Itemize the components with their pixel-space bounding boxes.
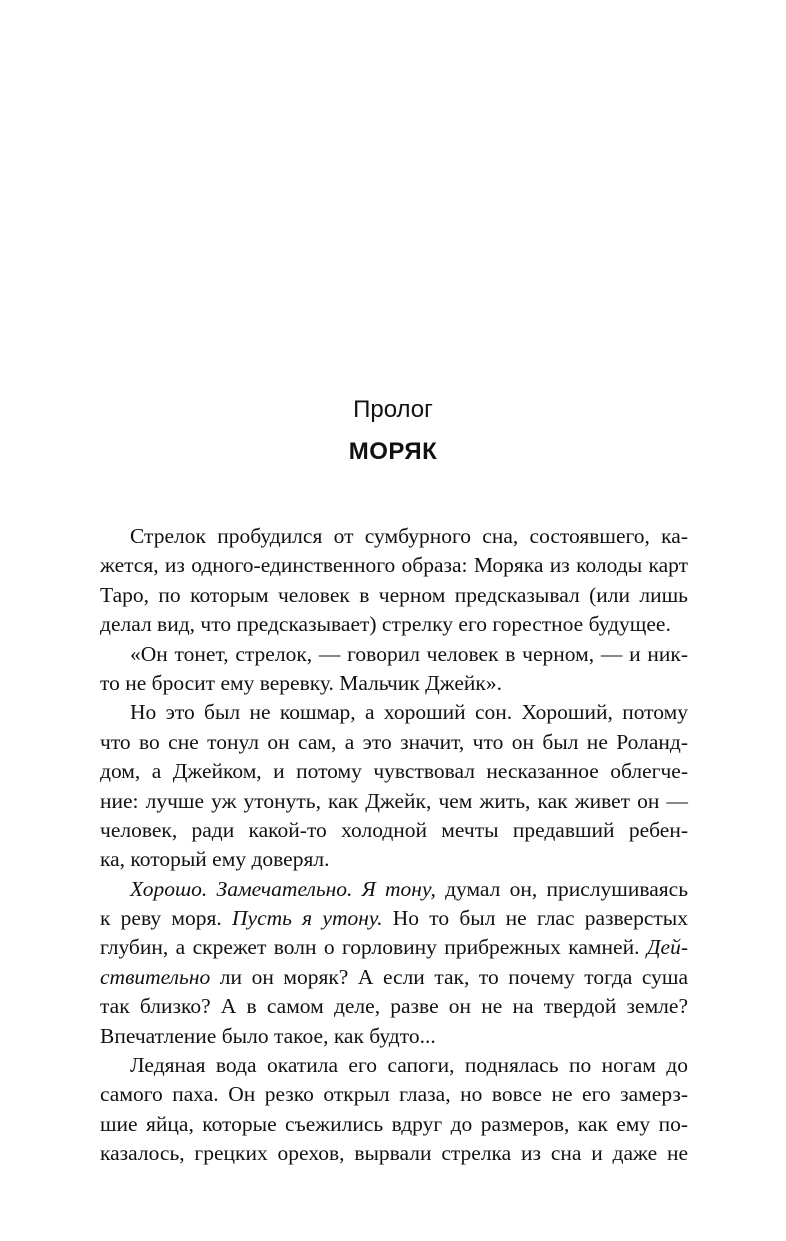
text-line xyxy=(100,581,688,610)
text-line xyxy=(100,698,688,727)
text-line xyxy=(100,904,688,933)
text-line xyxy=(100,1080,688,1109)
text-run: что во сне тонул он сам, а это значит, что он был не Роланд- xyxy=(100,729,688,754)
text-line xyxy=(100,1051,688,1080)
text-line xyxy=(100,551,688,580)
text-run: ка, который ему доверял. xyxy=(100,847,330,872)
body-text xyxy=(100,522,688,1169)
text-run: жется, из одного-единственного образа: Моряка из колоды карт xyxy=(100,553,688,578)
chapter-title: МОРЯК xyxy=(348,438,438,465)
paragraph xyxy=(100,1051,688,1169)
text-run: думал он, прислушиваясь xyxy=(435,876,689,901)
paragraph xyxy=(100,698,688,874)
text-line xyxy=(100,933,688,962)
italic-text: Хорошо. Замечательно. Я тону, xyxy=(130,876,436,901)
text-run: Но это был не кошмар, а хороший сон. Хороший, потому xyxy=(130,700,688,725)
text-line xyxy=(100,522,688,551)
paragraph xyxy=(100,875,688,1051)
text-run: так близко? А в самом деле, разве он не на твердой земле? xyxy=(100,994,688,1019)
text-line xyxy=(100,787,688,816)
text-run: человек, ради какой-то холодной мечты предавший ребен- xyxy=(100,817,688,842)
text-run: то не бросит ему веревку. Мальчик Джейк». xyxy=(100,670,502,695)
text-run: Впечатление было такое, как будто... xyxy=(100,1023,436,1048)
text-line xyxy=(100,1022,688,1051)
italic-text: Пусть я утону. xyxy=(232,906,383,931)
text-run: казалось, грецких орехов, вырвали стрелка из сна и даже не xyxy=(100,1141,688,1166)
paragraph xyxy=(100,522,688,640)
text-line xyxy=(100,963,688,992)
text-line xyxy=(100,1110,688,1139)
text-run: Таро, по которым человек в черном предсказывал (или лишь xyxy=(100,582,688,607)
text-run: Стрелок пробудился от сумбурного сна, состоявшего, ка- xyxy=(130,524,688,548)
text-run: Ледяная вода окатила его сапоги, поднялась по ногам до xyxy=(130,1053,688,1078)
chapter-label: Пролог xyxy=(353,396,433,423)
text-run: самого паха. Он резко открыл глаза, но вовсе не его замерз- xyxy=(100,1082,688,1107)
italic-text: ствительно xyxy=(100,964,211,989)
text-line xyxy=(100,669,688,698)
text-run: дом, а Джейком, и потому чувствовал несказанное облегче- xyxy=(100,759,688,784)
text-line xyxy=(100,845,688,874)
text-line xyxy=(100,640,688,669)
italic-text: Дей- xyxy=(646,935,688,960)
text-line xyxy=(100,992,688,1021)
text-line xyxy=(100,816,688,845)
text-line xyxy=(100,728,688,757)
text-run: к реву моря. xyxy=(100,906,232,931)
text-line xyxy=(100,610,688,639)
text-line xyxy=(100,1139,688,1168)
text-run: ли он моряк? А если так, то почему тогда суша xyxy=(210,964,688,989)
text-run: ние: лучше уж утонуть, как Джейк, чем жить, как живет он — xyxy=(100,788,688,813)
text-run: Но то был не глас разверстых xyxy=(382,906,688,931)
text-run: делал вид, что предсказывает) стрелку его горестное будущее. xyxy=(100,612,671,637)
text-line xyxy=(100,875,688,904)
paragraph xyxy=(100,640,688,699)
text-run: глубин, а скрежет волн о горловину прибрежных камней. xyxy=(100,935,647,960)
text-run: шие яйца, которые съежились вдруг до размеров, как ему по- xyxy=(100,1111,688,1136)
text-line xyxy=(100,757,688,786)
text-run: «Он тонет, стрелок, — говорил человек в черном, — и ник- xyxy=(130,641,688,666)
